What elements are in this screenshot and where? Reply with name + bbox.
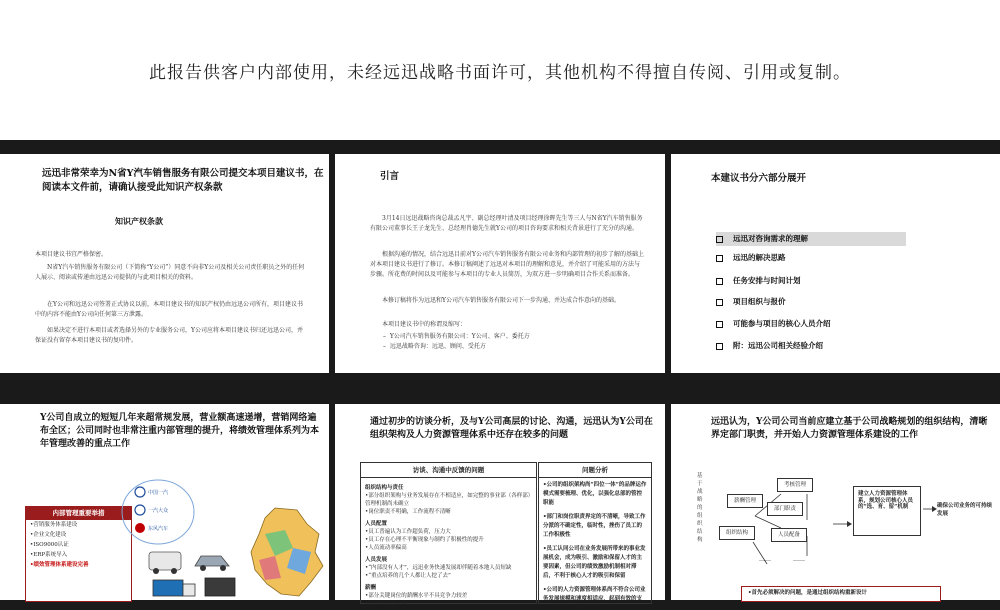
hr-system-box: 建立人力资源管理体系，规划公司核心人员的“选、育、留”机制	[853, 486, 921, 536]
section-heading: 薪酬	[365, 585, 377, 591]
section-heading: 人员配置	[365, 521, 388, 527]
sustainable-development-text: 确保公司业务的可持续发展	[937, 503, 993, 517]
section-line: •员工普遍认为工作超负荷，压力大	[365, 529, 451, 535]
checkbox-icon	[716, 299, 723, 306]
van-icon	[149, 552, 181, 570]
bottom-note: •首先必须解决的问题，是通过组织结构重新设计	[741, 586, 941, 602]
section-line: •人员流动率偏高	[365, 545, 407, 551]
slide-company-development[interactable]	[0, 404, 329, 600]
ellipsis-text: ……	[793, 556, 805, 563]
checkbox-icon	[716, 255, 723, 262]
agenda-item-1[interactable]: 远迅对咨询需求的理解	[716, 232, 906, 246]
map-region-icon	[251, 508, 323, 596]
agenda-item-6[interactable]: 附：远迅公司相关经验介绍	[716, 339, 906, 353]
section-line: •部分组织架构与业务发展存在不相适应，如完整的事业部（各样部）管理机制尚未确立	[365, 493, 531, 507]
dongfeng-logo-icon	[135, 523, 145, 533]
slide2-title: 引言	[380, 171, 400, 182]
banner-text: 此报告供客户内部使用，未经远迅战略书面许可，其他机构不得擅自传阅、引用或复制。	[149, 62, 851, 83]
slide-introduction[interactable]	[335, 154, 665, 373]
analysis-table-header: 问题分析	[539, 463, 651, 478]
feedback-table-header: 访谈、沟通中反馈的问题	[361, 463, 536, 478]
slide-recommendation[interactable]	[671, 404, 1000, 600]
feedback-table	[360, 462, 537, 607]
truck-icon	[153, 580, 183, 596]
section-line: •薪酬结构不合理	[365, 601, 407, 607]
section-line: •岗位职责不明确，工作流程不清晰	[365, 509, 451, 515]
analysis-item: •公司的组织架构尚“四位一体”的品牌运作模式需要梳理、优化，以强化总部的管控职能	[543, 482, 647, 506]
measure-item-highlight: •绩效管理体系建设完善	[30, 562, 89, 568]
internal-management-box	[25, 506, 132, 602]
agenda-item-2[interactable]: 远迅的解决思路	[716, 251, 906, 265]
slide1-para-1: 本项目建议书宜严格保密。	[35, 251, 108, 258]
ellipsis-text: ……	[759, 556, 771, 563]
measure-item: •ERP系统导入	[30, 552, 68, 558]
confidentiality-banner	[0, 0, 1000, 140]
measure-item: •营销服务体系建设	[30, 522, 78, 528]
agenda-item-3[interactable]: 任务安排与时间计划	[716, 274, 906, 288]
analysis-table	[538, 462, 652, 604]
node-dept-duties: 部门职责	[767, 502, 803, 516]
slide2-list-item-1: – Y公司汽车销售服务有限公司：Y公司、客户、委托方	[383, 333, 530, 340]
slide2-para-2: 根据沟通的情况，结合远迅目前对Y公司汽车销售服务有限公司业务和内部管理的初步了解的基础上对本项目建议书进行了修订。本修订稿阐述了远迅对本项目的理解和意见，并介绍了可能采用的方法与步骤。所花费的时间以及可能参与本项目的专业人员简历，为双方进一步明确项目合作关系而准备。	[370, 251, 644, 278]
section-line: •部分关键岗位的薪酬水平不具竞争力较差	[365, 593, 468, 599]
slide4-title: Y公司自成立的短短几年来超常规发展，营业额高速递增，营销网络遍布全区；公司同时也非常注重内部管理的提升，将绩效管理体系列为本年管理改善的重点工作	[40, 413, 320, 449]
arrow-right-icon	[923, 504, 937, 514]
slide5-title: 通过初步的访谈分析，及与Y公司高层的讨论、沟通，远迅认为Y公司在组织架构及人力资源管理体系中还存在较多的问题	[370, 417, 653, 440]
analysis-item: •部门和岗位职责界定的不清晰，导致工作分派的不确定性，临时性，挫伤了员工的工作积极性	[543, 514, 646, 538]
section-line: •“重点培养的几个人都让人挖了去”	[365, 573, 451, 579]
measure-item: •ISO9000认证	[30, 542, 69, 548]
slide-ip-terms[interactable]	[0, 154, 329, 373]
slide6-title: 远迅认为，Y公司公司当前应建立基于公司战略规划的组织结构，清晰界定部门职责，并开始人力资源管理体系建设的工作	[711, 417, 988, 440]
agenda-item-5[interactable]: 可能参与项目的核心人员介绍	[716, 317, 906, 331]
slide2-para-4: 本项目建议书中的称谓及缩写：	[382, 321, 467, 328]
checkbox-icon	[716, 278, 723, 285]
slide1-para-2: N省Y汽车销售服务有限公司（下简称“Y公司”）同意不向非Y公司及相关公司责任职员之外的任何人展示、阅读或传递由远迅公司提供的与此项目相关的资料。	[35, 264, 305, 281]
slide2-list-item-2: – 远迅战略咨询：远迅、顾问、受托方	[383, 343, 486, 350]
bus-icon	[205, 578, 235, 596]
analysis-item: •员工认同公司在业务发展所带来的事业发展机会，成为吸引、激励和保留人才的主要因素，但公司的绩效激励机制相对滞后，不利于核心人才的吸引和保留	[543, 546, 646, 579]
arrow-head-icon	[847, 521, 852, 527]
slide1-subtitle: 知识产权条款	[115, 216, 163, 226]
brand-logos	[118, 478, 198, 546]
vw-logo-icon	[135, 505, 145, 515]
logo-text-dongfeng: 东风汽车	[148, 526, 169, 532]
checkbox-icon	[716, 321, 723, 328]
feedback-table-body	[361, 478, 536, 610]
analysis-table-body	[539, 478, 651, 607]
section-line: •“内部没有人才”，远迅业务快速发展却伴随着本地人员短缺	[365, 565, 512, 571]
regional-map	[245, 504, 327, 600]
logo-text-faw-vw: 一汽大众	[148, 508, 169, 514]
checkbox-icon	[716, 236, 723, 243]
node-staffing: 人员配备	[771, 528, 807, 542]
section-line: •员工存在心理不平衡现象与制约了积极性的提升	[365, 537, 484, 543]
faw-logo-icon	[135, 487, 145, 497]
checkbox-icon	[716, 343, 723, 350]
slide1-para-3: 在Y公司和远迅公司签署正式协议以前，本项目建议书的知识产权仍由远迅公司所有，项目建议书中的内容不能由Y公司向任何第三方泄露。	[35, 301, 303, 318]
slide2-para-3: 本修订稿将作为远迅和Y公司汽车销售服务有限公司下一步沟通、并达成合作意向的基础。	[382, 297, 620, 304]
vehicle-photos	[145, 544, 245, 600]
agenda-item-4[interactable]: 项目组织与报价	[716, 295, 906, 309]
node-org-structure: 组织结构	[719, 526, 755, 540]
analysis-item: •公司的人力资源管理体系尚不符合公司业务发展规模和速度相适应，起到有效的支	[543, 587, 646, 602]
internal-management-box-title: 内部管理重要举措	[26, 507, 131, 520]
side-label: 基于战略的组织结构	[697, 473, 703, 543]
slide1-title: 远迅非常荣幸为N省Y汽车销售服务有限公司提交本项目建议书，在阅读本文件前，请确认接受此知识产权条款	[42, 168, 324, 193]
measure-item: •企业文化建设	[30, 532, 67, 538]
slide3-title: 本建议书分六部分展开	[711, 173, 807, 184]
logo-text-faw: 中国一汽	[148, 490, 169, 496]
section-heading: 人员发展	[365, 557, 388, 563]
sedan-icon	[195, 556, 229, 566]
node-assessment: 考核管理	[777, 478, 813, 492]
slide-problem-analysis[interactable]	[335, 404, 665, 607]
slide1-para-4: 如果决定不进行本项目或者选择另外的专业服务公司，Y公司应将本项目建议书归还远迅公司，并保证没有留存本项目建议书的复印件。	[35, 327, 303, 344]
slide2-para-1: 3月14日远迅战略咨询总裁孟凡宇、副总经理叶清及项目经理徐晖先生等三人与N省Y汽车销售服务有限公司董事长王子龙先生、总经理肖德先生就Y公司的项目咨询要求和相关背景进行了充分的沟通。	[370, 215, 643, 232]
node-compensation: 薪酬管理	[727, 494, 763, 508]
section-heading: 组织结构与责任	[365, 485, 404, 491]
slide-agenda[interactable]	[671, 154, 1000, 373]
